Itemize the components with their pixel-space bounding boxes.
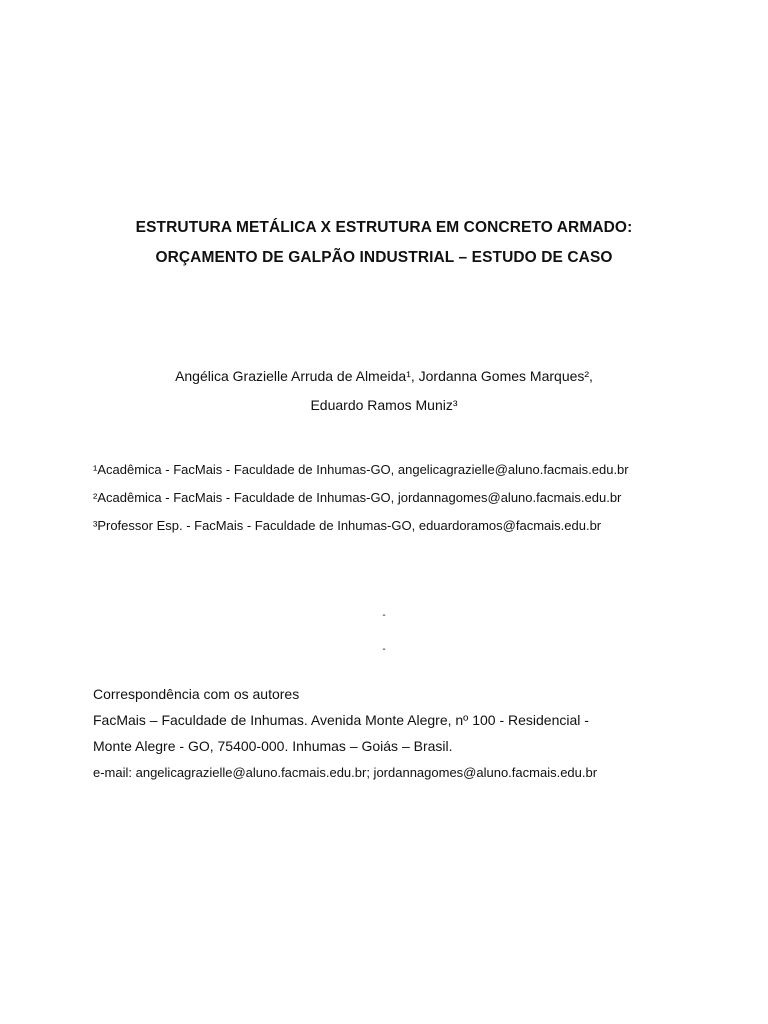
affiliation-1: ¹Acadêmica - FacMais - Faculdade de Inhumas-GO, angelicagrazielle@aluno.facmais.edu.br <box>93 462 629 477</box>
separator-dash-1: - <box>382 610 386 621</box>
authors-line-2: Eduardo Ramos Muniz³ <box>310 397 458 413</box>
correspondence-address-line-1: FacMais – Faculdade de Inhumas. Avenida Monte Alegre, nº 100 - Residencial - <box>93 712 589 728</box>
affiliation-2: ²Acadêmica - FacMais - Faculdade de Inhumas-GO, jordannagomes@aluno.facmais.edu.br <box>93 490 622 505</box>
separator-dash-2: - <box>382 644 386 655</box>
correspondence-email: e-mail: angelicagrazielle@aluno.facmais.edu.br; jordannagomes@aluno.facmais.edu.br <box>93 765 598 780</box>
correspondence-heading: Correspondência com os autores <box>93 686 300 702</box>
authors-line-1: Angélica Grazielle Arruda de Almeida¹, Jordanna Gomes Marques², <box>175 368 593 384</box>
title-line-1: ESTRUTURA METÁLICA X ESTRUTURA EM CONCRETO ARMADO: <box>135 219 633 236</box>
affiliation-3: ³Professor Esp. - FacMais - Faculdade de Inhumas-GO, eduardoramos@facmais.edu.br <box>93 518 602 533</box>
correspondence-address-line-2: Monte Alegre - GO, 75400-000. Inhumas – Goiás – Brasil. <box>93 738 453 754</box>
title-line-2: ORÇAMENTO DE GALPÃO INDUSTRIAL – ESTUDO DE CASO <box>155 249 613 266</box>
